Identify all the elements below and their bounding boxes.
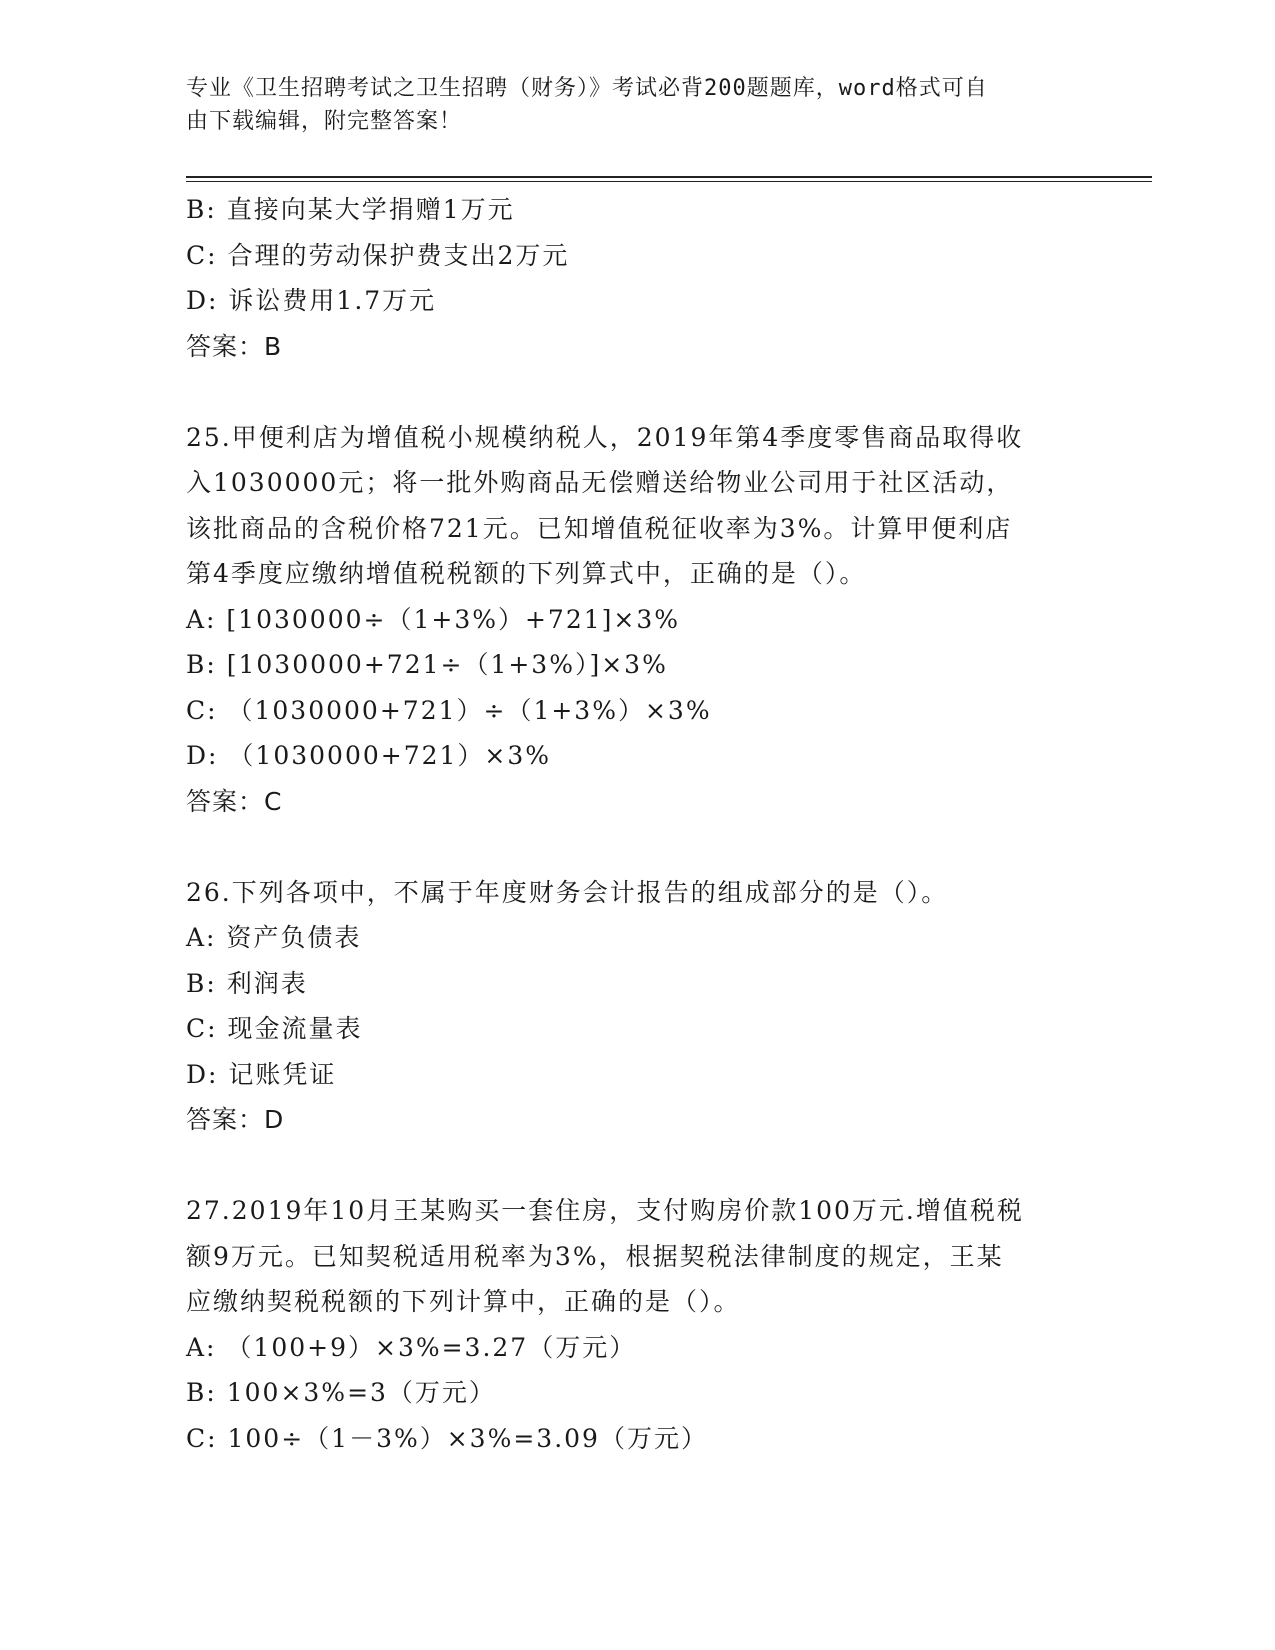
question-stem-line: 第4季度应缴纳增值税税额的下列算式中，正确的是（）。 [186, 559, 867, 588]
option-d: D: 记账凭证 [186, 1059, 337, 1089]
answer-line: 答案：D [186, 1105, 285, 1134]
question-stem-line: 该批商品的含税价格721元。已知增值税征收率为3%。计算甲便利店 [186, 513, 1013, 543]
question-24-tail [186, 187, 1086, 369]
header-divider-thin [186, 181, 1152, 182]
question-stem-line: 应缴纳契税税额的下列计算中，正确的是（）。 [186, 1287, 741, 1316]
question-27 [186, 1188, 1086, 1461]
question-stem-line: 25.甲便利店为增值税小规模纳税人，2019年第4季度零售商品取得收 [186, 422, 1024, 452]
question-25 [186, 415, 1086, 825]
option-a: A: [1030000÷（1+3%）+721]×3% [186, 604, 681, 634]
answer-line: 答案：B [186, 331, 283, 361]
question-stem-line: 26.下列各项中，不属于年度财务会计报告的组成部分的是（）。 [186, 877, 949, 907]
option-a: A: （100+9）×3%=3.27（万元） [186, 1332, 637, 1362]
option-b: B: 100×3%=3（万元） [186, 1378, 496, 1407]
header-line-2: 由下载编辑，附完整答案！ [186, 109, 463, 134]
option-a: A: 资产负债表 [186, 923, 362, 952]
document-header [186, 72, 1066, 138]
spacer [186, 369, 1086, 415]
question-stem-line: 入1030000元；将一批外购商品无偿赠送给物业公司用于社区活动， [186, 468, 1014, 497]
option-c: C: 100÷（1－3%）×3%=3.09（万元） [186, 1423, 708, 1453]
question-stem-line: 额9万元。已知契税适用税率为3%，根据契税法律制度的规定，王某 [186, 1241, 1004, 1271]
question-26 [186, 870, 1086, 1143]
question-list [186, 187, 1086, 1461]
option-b: B: 利润表 [186, 968, 308, 998]
option-c: C: 现金流量表 [186, 1014, 363, 1043]
header-line-1: 专业《卫生招聘考试之卫生招聘（财务）》考试必背200题题库，word格式可自 [186, 76, 988, 101]
option-d: D: （1030000+721）×3% [186, 741, 552, 770]
option-c: C: （1030000+721）÷（1+3%）×3% [186, 695, 712, 725]
question-stem-line: 27.2019年10月王某购买一套住房，支付购房价款100万元.增值税税 [186, 1196, 1024, 1225]
spacer [186, 824, 1086, 870]
option-b: B: 直接向某大学捐赠1万元 [186, 195, 515, 224]
spacer [186, 1143, 1086, 1189]
option-c: C: 合理的劳动保护费支出2万元 [186, 240, 570, 270]
header-divider-thick [186, 176, 1152, 178]
option-b: B: [1030000+721÷（1+3%）]×3% [186, 650, 668, 679]
answer-line: 答案：C [186, 786, 283, 816]
option-d: D: 诉讼费用1.7万元 [186, 286, 437, 315]
